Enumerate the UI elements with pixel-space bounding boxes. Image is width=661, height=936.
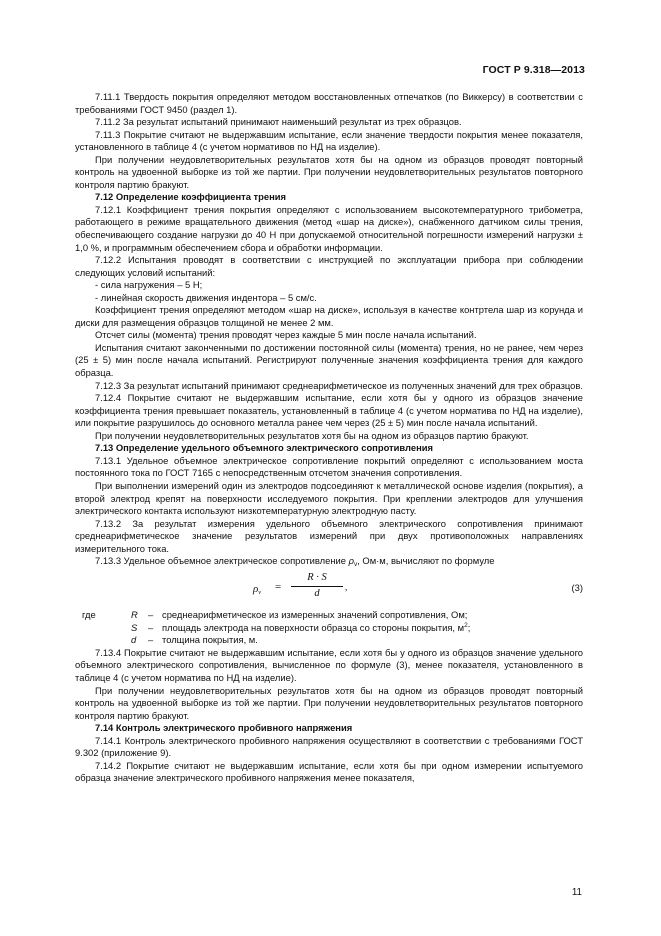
formula-denominator: d [314,587,320,599]
formula-fraction [291,572,343,600]
formula-equals: = [275,581,282,594]
formula-lhs-symbol: ρ [253,583,259,596]
legend-dash: – [148,621,154,633]
paragraph-electrodes: При выполнении измерений один из электродов подсоединяют к металлической основе изделия (покрытия), а второй электрод крепят на поверхности исследуемого покрытия. При креплении электродов для улучшения электрического контакта используют низкотемпературную электродную пасту. [75,479,583,517]
paragraph-7-11-2: 7.11.2 За результат испытаний принимают наименьший результат из трех образцов. [95,116,462,128]
list-item-speed: - линейная скорость движения индентора – 5 см/с. [95,291,317,303]
legend-text: толщина покрытия, м. [162,634,258,646]
legend-text-wrap [162,622,470,635]
legend-text: площадь электрода на поверхности образца со стороны покрытия, м [162,621,465,633]
legend-tail: ; [467,621,471,633]
section-heading-7-13: 7.13 Определение удельного объемного электрического сопротивления [95,442,433,454]
text-part: , Ом·м, вычисляют по формуле [357,555,495,567]
paragraph-7-12-2: 7.12.2 Испытания проводят в соответствии с инструкцией по эксплуатации прибора при соблюдении следующих условий испытаний: [75,254,583,278]
paragraph-7-13-3 [75,555,583,569]
legend-superscript: 2 [464,621,468,629]
paragraph-7-12-3: 7.12.3 За результат испытаний принимают среднеарифметическое из полученных значений для трех образцов. [95,379,583,391]
paragraph-7-14-2: 7.14.2 Покрытие считают не выдержавшим испытание, если хотя бы при одном измерении испытуемого образца значение электрического пробивного напряжения менее показателя, [75,759,583,784]
paragraph-7-13-1: 7.13.1 Удельное объемное электрическое сопротивление покрытий определяют с использованием моста постоянного тока по ГОСТ 7165 с непосредственным отсчетом значения сопротивления. [75,454,583,479]
legend-dash: – [148,609,154,621]
legend-row [75,634,583,647]
paragraph-7-11-3: 7.11.3 Покрытие считают не выдержавшим испытание, если значение твердости покрытия менее показателя, установленного в таблице 4 (с учетом нормативов по НД на изделие). [75,128,583,153]
formula-numerator: R · S [291,572,343,587]
paragraph-7-13-2: 7.13.2 За результат измерения удельного объемного электрического сопротивления принимают среднеарифметическое значение результатов измерений при двух противоположных направлениях измерительного тока. [75,517,583,554]
legend-symbol: S [131,621,138,633]
legend-dash: – [148,634,154,646]
paragraph-reject: При получении неудовлетворительных результатов хотя бы на одном из образцов партию бракуют. [95,429,529,441]
formula-lhs [253,583,261,597]
paragraph-7-14-1: 7.14.1 Контроль электрического пробивного напряжения осуществляют в соответствии с требованиями ГОСТ 9.302 (приложение 9). [75,734,583,759]
section-heading-7-14: 7.14 Контроль электрического пробивного напряжения [95,722,353,734]
paragraph-friction-method: Коэффициент трения определяют методом «шар на диске», используя в качестве контртела шар из корунда и диски для размещения образцов толщиной не менее 2 мм. [75,304,583,328]
paragraph-reading-interval: Отсчет силы (момента) трения проводят через каждые 5 мин после начала испытаний. [95,329,477,341]
rho-subscript: v [353,561,358,569]
document-body [75,91,583,785]
paragraph-7-12-1: 7.12.1 Коэффициент трения покрытия определяют с использованием высокотемпературного трибометра, работающего в режиме вращательного движения (метод «шар на диске»), снабженного датчиком силы трения, обеспечивающего создание нагрузки до 40 Н при допускаемой относительной погрешности измерений нагрузки ± 1,0 %, и программным обеспечением сбора и обработки информации. [75,203,583,253]
legend-symbol: d [131,634,137,646]
document-header: ГОСТ Р 9.318—2013 [482,64,585,76]
paragraph-7-13-4: 7.13.4 Покрытие считают не выдержавшим испытание, если хотя бы у одного из образцов значение удельного объемного электрического сопротивления, вычисленное по формуле (3), менее показателя, установленного в таблице 4 (с учетом норматива по НД на изделие). [75,646,583,683]
paragraph-7-12-4: 7.12.4 Покрытие считают не выдержавшим испытание, если хотя бы у одного из образцов значение коэффициента трения превышает показатель, установленный в таблице 4 (с учетом норматива по НД на изделие), или покрытие разрушилось до основного металла ранее чем через (25 ± 5) мин после начала испытаний. [75,392,583,429]
legend-row [75,622,583,635]
formula-legend [75,609,583,647]
page-number: 11 [571,887,582,898]
formula-3 [75,571,583,607]
legend-text: среднеарифметическое из измеренных значений сопротивления, Ом; [162,609,468,621]
paragraph-test-end: Испытания считают законченными по достижении постоянной силы (момента) трения, но не ранее, чем через (25 ± 5) мин после начала испытаний. Регистрируют полученные значения коэффициента трения для каждого образца. [75,341,583,379]
formula-comma: , [345,583,348,594]
paragraph-7-11-1: 7.11.1 Твердость покрытия определяют методом восстановленных отпечатков (по Виккерсу) в соответствии с требованиями ГОСТ 9450 (раздел 1). [75,91,583,115]
legend-row [75,609,583,622]
list-item-load: - сила нагружения – 5 Н; [95,279,203,291]
rho-symbol: ρ [348,555,354,567]
paragraph-retest-2: При получении неудовлетворительных результатов хотя бы на одном из образцов проводят повторный контроль на удвоенной выборке из той же партии. При получении неудовлетворительных результатов повторного контроля партию бракуют. [75,684,583,721]
text-part: 7.13.3 Удельное объемное электрическое сопротивление [95,555,349,567]
section-heading-7-12: 7.12 Определение коэффициента трения [95,191,286,203]
legend-where: где [82,609,96,621]
formula-number: (3) [571,582,583,594]
legend-symbol: R [131,609,138,621]
paragraph-retest: При получении неудовлетворительных результатов хотя бы на одном из образцов проводят повторный контроль на удвоенной выборке из той же партии. При получении неудовлетворительных результатов повторного контроля партию бракуют. [75,153,583,190]
formula-lhs-subscript: v [258,589,262,597]
